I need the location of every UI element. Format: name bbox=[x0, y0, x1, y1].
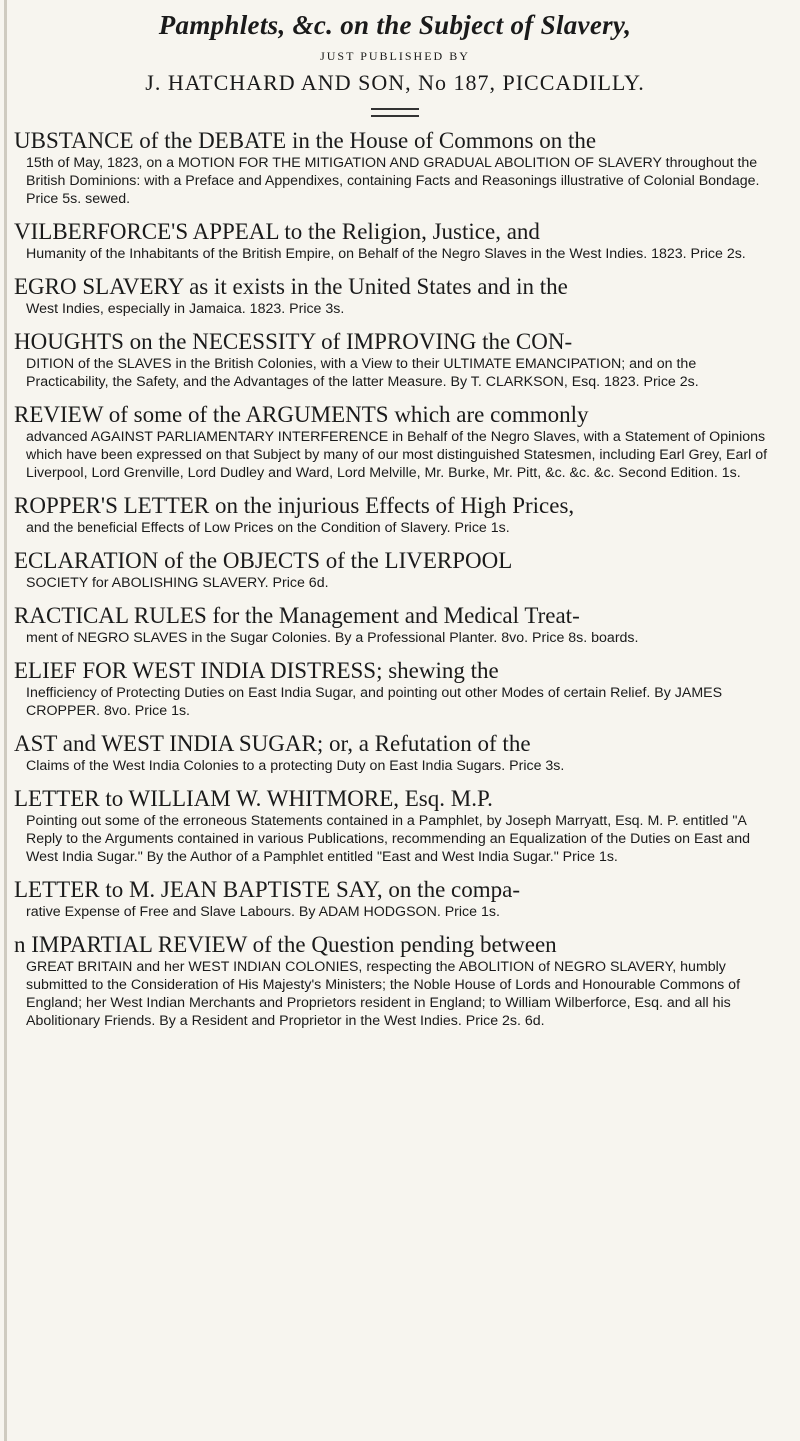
entry-letter-say bbox=[14, 876, 776, 921]
ornamental-divider bbox=[371, 108, 419, 117]
entry-description: 15th of May, 1823, on a MOTION FOR THE MITIGATION AND GRADUAL ABOLITION OF SLAVERY throughout the British Dominions: with a Preface and Appendixes, containing Facts and Reasonings illustrative of Colonial Bondage. Price 5s. sewed. bbox=[26, 155, 760, 207]
entry-description: DITION of the SLAVES in the British Colonies, with a View to their ULTIMATE EMANCIPATION; and on the Practicability, the Safety, and the Advantages of the latter Measure. By T. CLARKSON, Esq. 1823. Price 2s. bbox=[26, 356, 699, 390]
entry-review-arguments bbox=[14, 401, 776, 482]
entry-description: West Indies, especially in Jamaica. 1823. Price 3s. bbox=[26, 301, 345, 317]
entry-description: rative Expense of Free and Slave Labours. By ADAM HODGSON. Price 1s. bbox=[26, 904, 500, 920]
entry-substance-debate bbox=[14, 127, 776, 208]
entry-heading: UBSTANCE of the DEBATE in the House of Commons on the bbox=[14, 128, 597, 153]
entry-heading: AST and WEST INDIA SUGAR; or, a Refutation of the bbox=[14, 731, 531, 756]
entry-thoughts-necessity bbox=[14, 328, 776, 391]
entry-description: Inefficiency of Protecting Duties on East India Sugar, and pointing out other Modes of certain Relief. By JAMES CROPPER. 8vo. Price 1s. bbox=[26, 685, 723, 719]
entry-description: advanced AGAINST PARLIAMENTARY INTERFERENCE in Behalf of the Negro Slaves, with a Statement of Opinions which have been expressed on that Subject by many of our most distinguished Statesmen, including Earl Grey, Earl of Liverpool, Lord Grenville, Lord Dudley and Ward, Lord Melville, Mr. Burke, Mr. Pitt, &c. &c. &c. Second Edition. 1s. bbox=[26, 429, 768, 481]
entry-description: SOCIETY for ABOLISHING SLAVERY. Price 6d. bbox=[26, 575, 329, 591]
entry-description: ment of NEGRO SLAVES in the Sugar Colonies. By a Professional Planter. 8vo. Price 8s. boards. bbox=[26, 630, 639, 646]
entry-description: Claims of the West India Colonies to a protecting Duty on East India Sugars. Price 3s. bbox=[26, 758, 565, 774]
entry-heading: LETTER to M. JEAN BAPTISTE SAY, on the compa- bbox=[14, 877, 520, 902]
entry-heading: VILBERFORCE'S APPEAL to the Religion, Justice, and bbox=[14, 219, 540, 244]
entry-description: Humanity of the Inhabitants of the British Empire, on Behalf of the Negro Slaves in the West Indies. 1823. Price 2s. bbox=[26, 246, 746, 262]
entry-wilberforce-appeal bbox=[14, 218, 776, 263]
entry-practical-rules bbox=[14, 602, 776, 647]
entry-letter-whitmore bbox=[14, 785, 776, 866]
binding-edge bbox=[4, 0, 7, 1441]
entry-cropper-letter bbox=[14, 492, 776, 537]
page-title: Pamphlets, &c. on the Subject of Slavery, bbox=[158, 10, 632, 40]
entry-east-west-sugar bbox=[14, 730, 776, 775]
entry-heading: n IMPARTIAL REVIEW of the Question pending between bbox=[14, 932, 557, 957]
entry-heading: ELIEF FOR WEST INDIA DISTRESS; shewing the bbox=[14, 658, 499, 683]
entry-heading: HOUGHTS on the NECESSITY of IMPROVING the CON- bbox=[14, 329, 573, 354]
entry-heading: ECLARATION of the OBJECTS of the LIVERPOOL bbox=[14, 548, 513, 573]
entry-declaration-liverpool bbox=[14, 547, 776, 592]
entry-list bbox=[14, 127, 776, 1030]
entry-negro-slavery bbox=[14, 273, 776, 318]
entry-relief-west-india bbox=[14, 657, 776, 720]
entry-description: and the beneficial Effects of Low Prices on the Condition of Slavery. Price 1s. bbox=[26, 520, 510, 536]
entry-heading: LETTER to WILLIAM W. WHITMORE, Esq. M.P. bbox=[14, 786, 493, 811]
entry-heading: ROPPER'S LETTER on the injurious Effects of High Prices, bbox=[14, 493, 575, 518]
page-subtitle: JUST PUBLISHED BY bbox=[320, 49, 470, 63]
entry-heading: RACTICAL RULES for the Management and Medical Treat- bbox=[14, 603, 580, 628]
entry-heading: REVIEW of some of the ARGUMENTS which are commonly bbox=[14, 402, 589, 427]
entry-impartial-review bbox=[14, 931, 776, 1030]
entry-description: Pointing out some of the erroneous Statements contained in a Pamphlet, by Joseph Marryatt, Esq. M. P. entitled "A Reply to the Arguments contained in various Publications, recommending an Equalization of the Duties on East and West India Sugar." By the Author of a Pamphlet entitled "East and West India Sugar." Price 1s. bbox=[26, 813, 750, 865]
entry-description: GREAT BRITAIN and her WEST INDIAN COLONIES, respecting the ABOLITION of NEGRO SLAVERY, humbly submitted to the Consideration of His Majesty's Ministers; the Noble House of Lords and Honourable Commons of England; her West Indian Merchants and Proprietors resident in England; to William Wilberforce, Esq. and all his Abolitionary Friends. By a Resident and Proprietor in the West Indies. Price 2s. 6d. bbox=[26, 959, 741, 1029]
publisher-line: J. HATCHARD AND SON, No 187, PICCADILLY. bbox=[145, 70, 645, 95]
entry-heading: EGRO SLAVERY as it exists in the United States and in the bbox=[14, 274, 568, 299]
